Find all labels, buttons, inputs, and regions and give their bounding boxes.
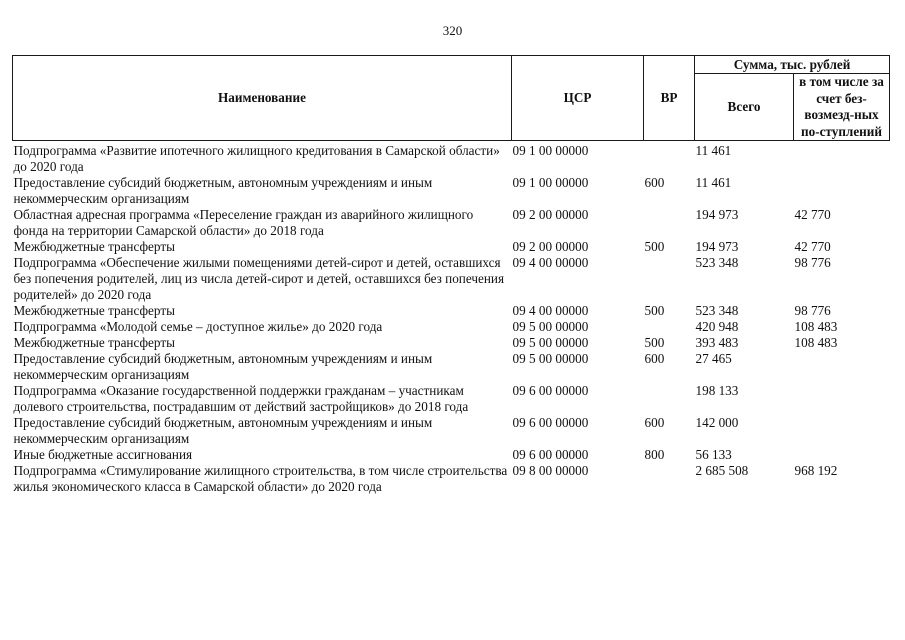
row-vr: 500 [644,303,665,318]
row-csr: 09 4 00 00000 [512,255,589,270]
row-total: 142 000 [695,415,739,430]
row-name: Межбюджетные трансферты [13,335,175,350]
table-row [13,255,890,303]
row-csr: 09 8 00 00000 [512,463,589,478]
row-vr [644,383,695,415]
table-row [13,383,890,415]
row-csr: 09 6 00 00000 [512,447,589,462]
row-csr: 09 5 00 00000 [512,351,589,366]
row-free-receipts: 108 483 [794,335,838,350]
row-free-receipts [794,415,890,447]
row-vr: 500 [644,239,665,254]
row-total: 11 461 [695,175,732,190]
row-vr [644,207,695,239]
row-total: 198 133 [695,383,739,398]
header-free-receipts: в том числе за счет без-возмезд-ных по-ступлений [794,74,890,141]
row-csr: 09 6 00 00000 [512,415,589,430]
row-total: 393 483 [695,335,739,350]
table-row [13,463,890,495]
row-vr: 600 [644,415,665,430]
table-row [13,351,890,383]
header-vr: ВР [644,56,695,141]
row-free-receipts: 42 770 [794,239,831,254]
row-total: 523 348 [695,255,739,270]
row-vr: 600 [644,351,665,366]
table-header [13,56,890,141]
row-name: Предоставление субсидий бюджетным, автономным учреждениям и иным некоммерческим организациям [13,351,433,382]
row-free-receipts: 98 776 [794,303,831,318]
row-total: 27 465 [695,351,732,366]
row-free-receipts [794,351,890,383]
row-vr: 600 [644,175,665,190]
table-body [13,141,890,496]
row-free-receipts [794,175,890,207]
row-total: 11 461 [695,143,732,158]
row-free-receipts: 42 770 [794,207,831,222]
row-name: Подпрограмма «Обеспечение жилыми помещениями детей-сирот и детей, оставшихся без попечения родителей, лиц из числа детей-сирот и детей, оставшихся без попечения родителей» до 2020 года [13,255,505,302]
table-row [13,303,890,319]
row-name: Межбюджетные трансферты [13,303,175,318]
row-total: 420 948 [695,319,739,334]
header-sum: Сумма, тыс. рублей [695,56,890,74]
row-vr [644,141,695,176]
row-free-receipts: 968 192 [794,463,838,478]
row-csr: 09 6 00 00000 [512,383,589,398]
header-csr: ЦСР [512,56,644,141]
row-free-receipts: 98 776 [794,255,831,270]
row-name: Подпрограмма «Оказание государственной поддержки гражданам – участникам долевого строительства, пострадавшим от действий застройщиков» до 2018 года [13,383,469,414]
table-row [13,447,890,463]
row-csr: 09 1 00 00000 [512,175,589,190]
row-name: Подпрограмма «Стимулирование жилищного строительства, в том числе строительства жилья экономического класса в Самарской области» до 2020 года [13,463,508,494]
row-name: Подпрограмма «Развитие ипотечного жилищного кредитования в Самарской области» до 2020 года [13,143,500,174]
row-free-receipts [794,141,890,176]
row-total: 523 348 [695,303,739,318]
table-row [13,141,890,176]
table-row [13,239,890,255]
row-name: Подпрограмма «Молодой семье – доступное жилье» до 2020 года [13,319,383,334]
row-vr [644,319,695,335]
row-total: 194 973 [695,207,739,222]
row-csr: 09 5 00 00000 [512,335,589,350]
row-vr: 500 [644,335,665,350]
row-vr [644,255,695,303]
row-csr: 09 2 00 00000 [512,207,589,222]
row-csr: 09 1 00 00000 [512,143,589,158]
row-name: Областная адресная программа «Переселение граждан из аварийного жилищного фонда на территории Самарской области» до 2018 года [13,207,474,238]
header-name: Наименование [13,56,512,141]
table-row [13,175,890,207]
row-name: Иные бюджетные ассигнования [13,447,193,462]
table-row [13,319,890,335]
row-total: 56 133 [695,447,732,462]
row-csr: 09 5 00 00000 [512,319,589,334]
budget-table [12,55,890,495]
table-row [13,207,890,239]
row-name: Предоставление субсидий бюджетным, автономным учреждениям и иным некоммерческим организациям [13,175,433,206]
row-total: 2 685 508 [695,463,749,478]
row-free-receipts: 108 483 [794,319,838,334]
row-csr: 09 4 00 00000 [512,303,589,318]
table-row [13,335,890,351]
row-free-receipts [794,383,890,415]
table-row [13,415,890,447]
row-vr: 800 [644,447,665,462]
row-total: 194 973 [695,239,739,254]
row-csr: 09 2 00 00000 [512,239,589,254]
page-number: 320 [442,23,463,38]
row-name: Предоставление субсидий бюджетным, автономным учреждениям и иным некоммерческим организациям [13,415,433,446]
row-vr [644,463,695,495]
row-free-receipts [794,447,890,463]
row-name: Межбюджетные трансферты [13,239,175,254]
header-total: Всего [695,74,794,141]
